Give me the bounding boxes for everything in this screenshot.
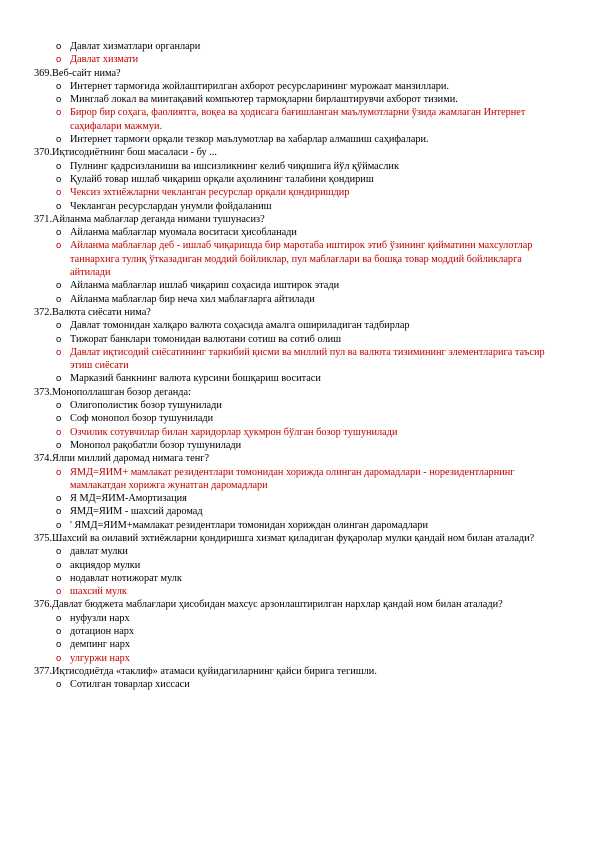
question-text: 373.Монополлашган бозор деганда: <box>34 386 191 398</box>
correct-answer-option <box>34 466 562 493</box>
answer-option <box>34 612 562 625</box>
question-block <box>34 306 562 386</box>
option-text: Интернет тармоғи орқали тезкор маълумотлар ва хабарлар алмашиш саҳифалари. <box>70 134 429 146</box>
bullet-marker: o <box>56 413 62 425</box>
question-text: 375.Шахсий ва оилавий эхтиёжларни қондиришга хизмат қиладиган фуқаролар мулки қандай ном билан аталади? <box>34 532 535 544</box>
correct-answer-option <box>34 239 562 279</box>
option-text: нодавлат нотижорат мулк <box>70 572 182 584</box>
option-text: Қулайб товар ишлаб чиқариш орқали аҳолининг талабини қондириш <box>70 173 374 185</box>
option-text: Чексиз эхтиёжларни чекланган ресурслар орқали қондиришдир <box>70 187 350 199</box>
bullet-marker: o <box>56 160 62 172</box>
answer-option <box>34 545 562 558</box>
bullet-marker: o <box>56 626 62 638</box>
bullet-marker: o <box>56 439 62 451</box>
answer-option <box>34 492 562 505</box>
option-text: дотацион нарх <box>70 626 135 638</box>
question-text: 376.Давлат бюджета маблағлари ҳисобидан махсус арзонлаштирилган нархлар қандай ном билан аталади? <box>34 599 503 611</box>
answer-option <box>34 40 562 53</box>
option-text: Айланма маблағлар деб - ишлаб чиқаришда бир маротаба иштирок этиб ўзининг қийматини махсулотлар таннархига тулиқ ўтказадиган моддий бойликлар, пул маблағлари ва бошқа товар моддий бойликларга айтилади <box>70 240 533 279</box>
bullet-marker: o <box>56 333 62 345</box>
answer-option <box>34 293 562 306</box>
option-text: Минглаб локал ва минтақавий компьютер тармоқларни бирлаштирувчи ахборот тизими. <box>70 94 458 106</box>
option-text: Пулнинг қадрсизланиши ва ишсизликнинг келиб чиқишига йўл қўймаслик <box>70 160 399 172</box>
bullet-marker: o <box>56 227 62 239</box>
bullet-marker: o <box>56 572 62 584</box>
question-block <box>34 452 562 532</box>
question-block <box>34 67 562 147</box>
bullet-marker: o <box>56 426 62 438</box>
option-text: Давлат хизматлари органлари <box>70 41 201 52</box>
bullet-marker: o <box>56 134 62 146</box>
option-text: Марказий банкнинг валюта курсини бошқариш воситаси <box>70 373 321 385</box>
bullet-marker: o <box>56 559 62 571</box>
question-text: 372.Валюта сиёсати нима? <box>34 306 151 318</box>
answer-option <box>34 572 562 585</box>
bullet-marker: o <box>56 280 62 292</box>
bullet-marker: o <box>56 200 62 212</box>
bullet-marker: o <box>56 173 62 185</box>
option-text: Айланма маблағлар муомала воситаси ҳисобланади <box>70 227 297 239</box>
bullet-marker: o <box>56 679 62 691</box>
option-text: Озчилик сотувчилар билан харидорлар ҳукмрон бўлган бозор тушунилади <box>70 426 398 438</box>
option-text: Я МД=ЯИМ-Амортизация <box>70 493 187 505</box>
question-block <box>34 40 562 67</box>
bullet-marker: o <box>56 54 62 66</box>
option-text: Давлат хизмати <box>70 54 139 66</box>
answer-option <box>34 372 562 385</box>
answer-option <box>34 638 562 651</box>
question-block <box>34 532 562 598</box>
correct-answer-option <box>34 426 562 439</box>
answer-option <box>34 399 562 412</box>
answer-option <box>34 439 562 452</box>
bullet-marker: o <box>56 493 62 505</box>
answer-option <box>34 133 562 146</box>
correct-answer-option <box>34 652 562 665</box>
bullet-marker: o <box>56 652 62 664</box>
option-text: демпинг нарх <box>70 639 131 651</box>
answer-option <box>34 279 562 292</box>
bullet-marker: o <box>56 80 62 92</box>
option-text: нуфузли нарх <box>70 612 130 624</box>
quiz-document <box>34 40 562 692</box>
question-block <box>34 146 562 212</box>
bullet-marker: o <box>56 373 62 385</box>
correct-answer-option <box>34 186 562 199</box>
option-text: Тижорат банклари томонидан валютани сотиш ва сотиб олиш <box>70 333 342 345</box>
option-text: Давлат иқтисодий сиёсатининг таркибий қисми ва миллий пул ва валюта тизимининг элементларига таъсир этиш сиёсати <box>70 346 545 372</box>
option-text: Олигополистик бозор тушунилади <box>70 400 222 412</box>
bullet-marker: o <box>56 41 62 52</box>
answer-option <box>34 226 562 239</box>
question-text: 370.Иқтисодиётнинг бош масаласи - бу ... <box>34 147 217 159</box>
question-block <box>34 598 562 664</box>
bullet-marker: o <box>56 320 62 332</box>
answer-option <box>34 678 562 691</box>
answer-option <box>34 319 562 332</box>
option-text: ЯМД=ЯИМ+ мамлакат резидентлари томонидан хорижда олинган даромадлари - норезидентларнинг мамлакатдан хорижга жунатган даромадлари <box>70 466 515 491</box>
bullet-marker: o <box>56 346 62 358</box>
bullet-marker: o <box>56 94 62 106</box>
option-text: Бирор бир соҳага, фаолиятга, воқеа ва ҳодисага бағишланган маълумотларни ўзида жамлаган Интернет саҳифалари мажмуи. <box>70 107 526 132</box>
answer-option <box>34 625 562 638</box>
answer-option <box>34 412 562 425</box>
answer-option <box>34 80 562 93</box>
option-text: Айланма маблағлар бир неча хил маблағларга айтилади <box>70 293 315 305</box>
answer-option <box>34 200 562 213</box>
answer-option <box>34 173 562 186</box>
option-text: Монопол рақобатли бозор тушунилади <box>70 439 242 451</box>
bullet-marker: o <box>56 107 62 119</box>
answer-option <box>34 160 562 173</box>
option-text: давлат мулки <box>70 546 128 558</box>
option-text: Чекланган ресурслардан унумли фойдаланиш <box>70 200 272 212</box>
bullet-marker: o <box>56 466 62 478</box>
option-text: Сотилган товарлар хиссаси <box>70 679 190 691</box>
question-text: 374.Ялпи миллий даромад нимага тенг? <box>34 453 210 465</box>
bullet-marker: o <box>56 639 62 651</box>
option-text: Интернет тармоғида жойлаштирилган ахборот ресурсларининг мурожаат манзиллари. <box>70 80 450 92</box>
bullet-marker: o <box>56 240 62 252</box>
question-block <box>34 665 562 692</box>
question-text: 377.Иқтисодиётда «таклиф» атамаси қуйидагиларнинг қайси бирига тегишли. <box>34 665 377 677</box>
bullet-marker: o <box>56 519 62 531</box>
question-text: 369.Веб-сайт нима? <box>34 67 121 79</box>
correct-answer-option <box>34 53 562 66</box>
bullet-marker: o <box>56 400 62 412</box>
answer-option <box>34 559 562 572</box>
bullet-marker: o <box>56 187 62 199</box>
bullet-marker: o <box>56 586 62 598</box>
answer-option <box>34 93 562 106</box>
option-text: Айланма маблағлар ишлаб чиқариш соҳасида иштирок этади <box>70 280 340 292</box>
question-block <box>34 386 562 452</box>
correct-answer-option <box>34 346 562 373</box>
option-text: Давлат томонидан халқаро валюта соҳасида амалга оширилaдиган тадбирлар <box>70 320 410 332</box>
option-text: ' ЯМД=ЯИМ+мамлакат резидентлари томонидан хориждан олинган даромадлари <box>70 519 428 531</box>
correct-answer-option <box>34 585 562 598</box>
option-text: Соф монопол бозор тушунилади <box>70 413 214 425</box>
bullet-marker: o <box>56 612 62 624</box>
question-block <box>34 213 562 306</box>
bullet-marker: o <box>56 506 62 518</box>
answer-option <box>34 505 562 518</box>
answer-option <box>34 333 562 346</box>
question-text: 371.Айланма маблағлар деганда нимани тушунасиз? <box>34 213 265 225</box>
correct-answer-option <box>34 106 562 133</box>
option-text: акциядор мулки <box>70 559 141 571</box>
bullet-marker: o <box>56 293 62 305</box>
option-text: ЯМД=ЯИМ - шахсий даромад <box>70 506 203 518</box>
bullet-marker: o <box>56 546 62 558</box>
option-text: улгуржи нарх <box>70 652 130 664</box>
answer-option <box>34 519 562 532</box>
option-text: шахсий мулк <box>70 586 127 598</box>
